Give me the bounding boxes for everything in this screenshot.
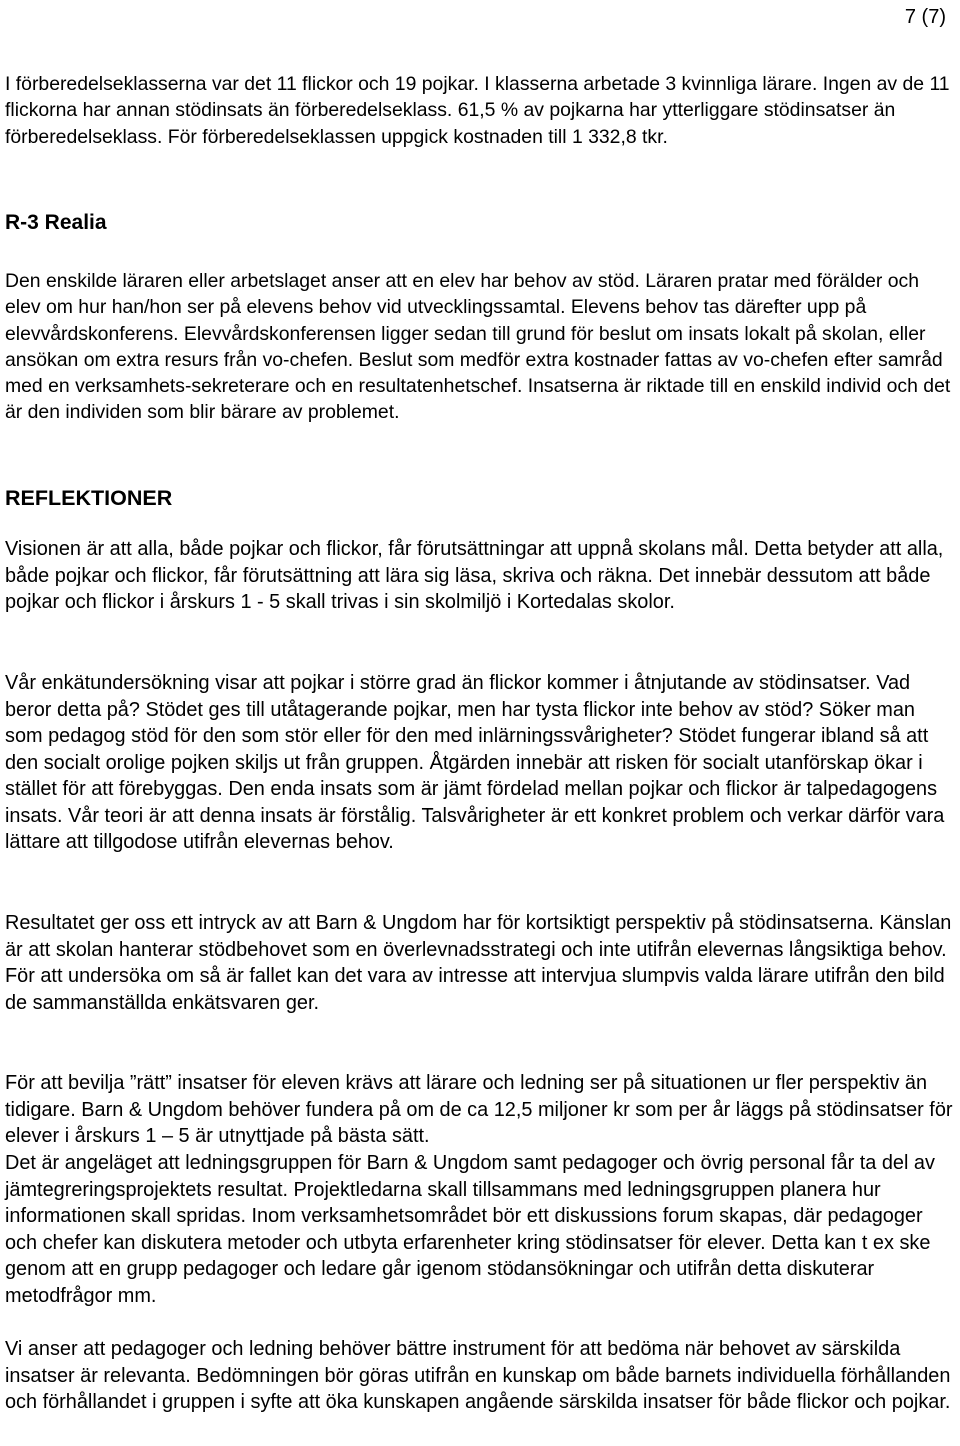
reflektioner-paragraph-1: Visionen är att alla, både pojkar och flickor, får förutsättningar att uppnå skolans mål. Detta betyder att alla, både pojkar och flickor, får förutsättning att lära sig läsa, skriva och räkna. Det innebär dessutom att både pojkar och flickor i årskurs 1 - 5 skall trivas i sin skolmiljö i Kortedalas skolor.: [5, 538, 944, 613]
reflektioner-paragraph-4: För att bevilja ”rätt” insatser för eleven krävs att lärare och ledning ser på situationen ur fler perspektiv än tidigare. Barn & Ungdom behöver fundera på om de ca 12,5 miljoner kr som per år läggs på stödinsatser för elever i årskurs 1 – 5 är utnyttjade på bästa sätt.: [5, 1072, 953, 1147]
reflektioner-paragraph-6: Vi anser att pedagoger och ledning behöver bättre instrument för att bedöma när behovet av särskilda insatser är relevanta. Bedömningen bör göras utifrån en kunskap om både barnets individuella förhållanden och förhållandet i gruppen i syfte att öka kunskapen angående särskilda insatser för både flickor och pojkar.: [5, 1338, 951, 1413]
page-number: 7 (7): [904, 6, 946, 28]
reflektioner-heading: REFLEKTIONER: [5, 486, 173, 510]
reflektioner-paragraph-5: Det är angeläget att ledningsgruppen för Barn & Ungdom samt pedagoger och övrig personal får ta del av jämtegreringsprojektets resultat. Projektledarna skall tillsammans med ledningsgruppen planera hur informationen skall spridas. Inom verksamhetsområdet bör ett diskussions forum skapas, där pedagoger och chefer kan diskutera metoder och utbyta erfarenheter kring stödinsatser för elever. Detta kan t ex ske genom att en grupp pedagoger och ledare går igenom stödansökningar och utifrån detta diskuterar metodfrågor mm.: [5, 1152, 935, 1307]
reflektioner-paragraph-3: Resultatet ger oss ett intryck av att Barn & Ungdom har för kortsiktigt perspektiv på stödinsatserna. Känslan är att skolan hanterar stödbehovet som en överlevnadsstrategi och inte utifrån elevernas långsiktiga behov. För att undersöka om så är fallet kan det vara av intresse att intervjua slumpvis valda lärare utifrån den bild de sammanställda enkätsvaren ger.: [5, 912, 952, 1014]
intro-paragraph: I förberedelseklasserna var det 11 flickor och 19 pojkar. I klasserna arbetade 3 kvinnliga lärare. Ingen av de 11 flickorna har annan stödinsats än förberedelseklass. 61,5 % av pojkarna har ytterliggare stödinsatser än förberedelseklass. För förberedelseklassen uppgick kostnaden till 1 332,8 tkr.: [5, 73, 950, 148]
realia-paragraph: Den enskilde läraren eller arbetslaget anser att en elev har behov av stöd. Läraren pratar med förälder och elev om hur han/hon ser på elevens behov vid utvecklingssamtal. Elevens behov tas därefter upp på elevvårdskonferens. Elevvårdskonferensen ligger sedan till grund för beslut om insats lokalt på skolan, eller ansökan om extra resurs från vo-chefen. Beslut som medför extra kostnader fattas av vo-chefen efter samråd med en verksamhets-sekreterare och en resultatenhetschef. Insatserna är riktade till en enskild individ och det är den individen som blir bärare av problemet.: [5, 270, 951, 424]
reflektioner-paragraph-2: Vår enkätundersökning visar att pojkar i större grad än flickor kommer i åtnjutande av stödinsatser. Vad beror detta på? Stödet ges till utåtagerande pojkar, men har tysta flickor inte behov av stöd? Söker man som pedagog stöd för den som stör eller för den med inlärningssvårigheter? Stödet fungerar ibland så att den socialt orolige pojken skiljs ut från gruppen. Åtgärden innebär att risken för socialt utanförskap ökar i stället för att förebyggas. Den enda insats som är jämt fördelad mellan pojkar och flickor är talpedagogens insats. Vår teori är att denna insats är förstålig. Talsvårigheter är ett konkret problem och verkar därför vara lättare att tillgodose utifrån elevernas behov.: [5, 672, 945, 853]
realia-heading: R-3 Realia: [5, 211, 107, 234]
